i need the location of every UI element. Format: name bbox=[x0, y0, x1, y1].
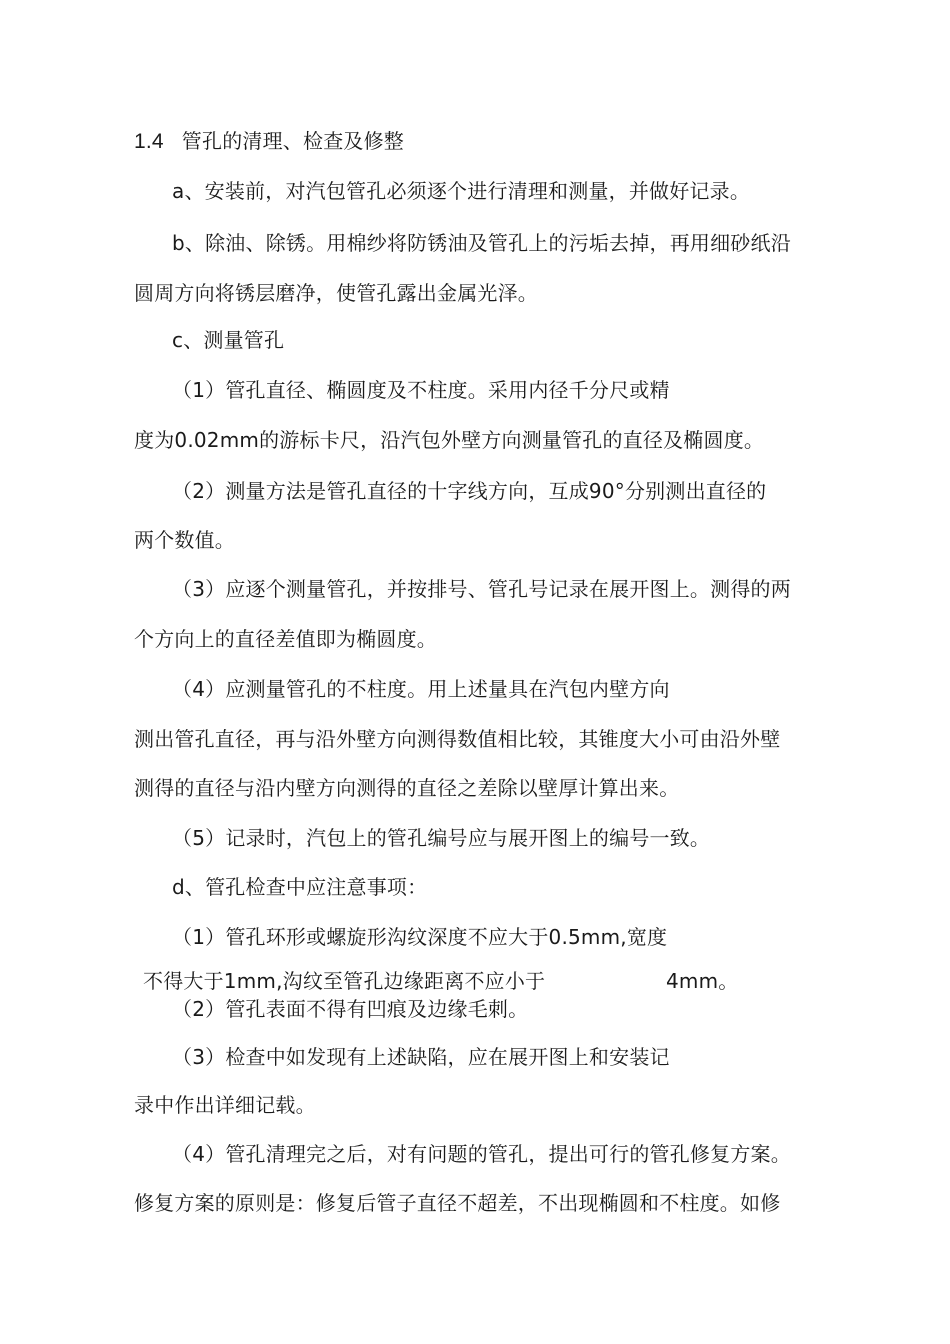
paragraph-d: d、管孔检查中应注意事项： bbox=[172, 875, 428, 899]
section-title: 管孔的清理、检查及修整 bbox=[181, 129, 404, 153]
item-c5: （5）记录时，汽包上的管孔编号应与展开图上的编号一致。 bbox=[172, 826, 711, 850]
item-d1-line-2-end: 4mm。 bbox=[666, 969, 739, 993]
section-number: 1.4 bbox=[134, 130, 164, 153]
item-d4-line-1: （4）管孔清理完之后，对有问题的管孔，提出可行的管孔修复方案。 bbox=[172, 1142, 791, 1166]
item-c3-line-1: （3）应逐个测量管孔，并按排号、管孔号记录在展开图上。测得的两 bbox=[172, 577, 791, 601]
item-c2-line-1: （2）测量方法是管孔直径的十字线方向，互成90°分别测出直径的 bbox=[172, 479, 767, 503]
paragraph-a: a、安装前，对汽包管孔必须逐个进行清理和测量，并做好记录。 bbox=[172, 179, 751, 203]
item-c3-line-2: 个方向上的直径差值即为椭圆度。 bbox=[134, 627, 437, 651]
item-d3-line-2: 录中作出详细记载。 bbox=[134, 1093, 316, 1117]
item-d3-line-1: （3）检查中如发现有上述缺陷，应在展开图上和安装记 bbox=[172, 1045, 670, 1069]
item-c4-line-3: 测得的直径与沿内壁方向测得的直径之差除以壁厚计算出来。 bbox=[134, 776, 680, 800]
item-d2: （2）管孔表面不得有凹痕及边缘毛刺。 bbox=[172, 997, 529, 1021]
item-d1-line-2: 不得大于1mm,沟纹至管孔边缘距离不应小于 bbox=[143, 969, 546, 993]
item-c2-line-2: 两个数值。 bbox=[134, 528, 235, 552]
item-d1-line-1: （1）管孔环形或螺旋形沟纹深度不应大于0.5mm,宽度 bbox=[172, 925, 668, 949]
item-d4-line-2: 修复方案的原则是：修复后管子直径不超差，不出现椭圆和不柱度。如修 bbox=[134, 1191, 781, 1215]
item-c1-line-1: （1）管孔直径、椭圆度及不柱度。采用内径千分尺或精 bbox=[172, 378, 670, 402]
item-c1-line-2: 度为0.02mm的游标卡尺，沿汽包外壁方向测量管孔的直径及椭圆度。 bbox=[134, 428, 765, 452]
paragraph-c: c、测量管孔 bbox=[172, 328, 285, 352]
paragraph-b-line-2: 圆周方向将锈层磨净，使管孔露出金属光泽。 bbox=[134, 281, 538, 305]
item-c4-line-2: 测出管孔直径，再与沿外壁方向测得数值相比较，其锥度大小可由沿外壁 bbox=[134, 727, 781, 751]
section-heading bbox=[134, 128, 404, 155]
item-c4-line-1: （4）应测量管孔的不柱度。用上述量具在汽包内壁方向 bbox=[172, 677, 670, 701]
paragraph-b-line-1: b、除油、除锈。用棉纱将防锈油及管孔上的污垢去掉，再用细砂纸沿 bbox=[172, 231, 791, 255]
